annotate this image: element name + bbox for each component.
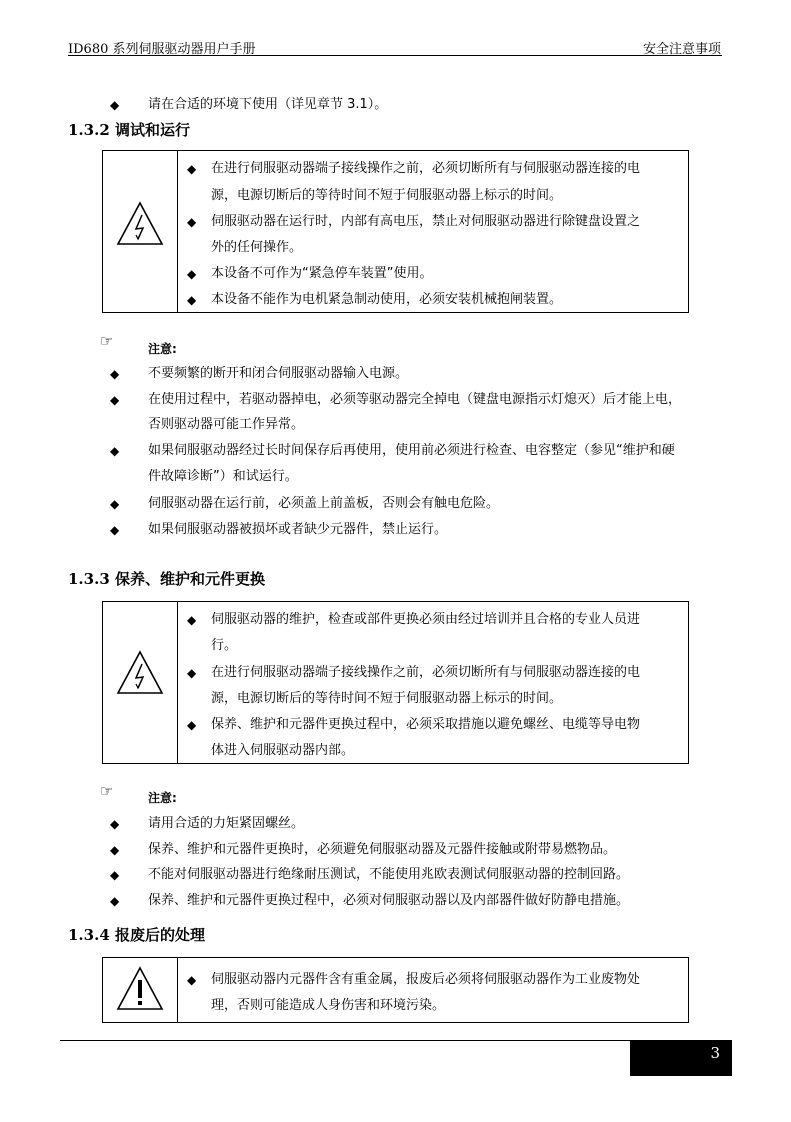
bullet-icon: ◆ bbox=[187, 162, 197, 176]
note-line: 不能对伺服驱动器进行绝缘耐压测试，不能使用兆欧表测试伺服驱动器的控制回路。 bbox=[148, 867, 630, 882]
warning-box-1-3-4 bbox=[102, 957, 689, 1023]
warning-line: 理，否则可能造成人身伤害和环境污染。 bbox=[211, 998, 446, 1013]
bullet-icon: ◆ bbox=[187, 718, 197, 732]
page-number-box bbox=[630, 1040, 732, 1076]
page-number: 3 bbox=[710, 1044, 720, 1062]
note-line: 伺服驱动器在运行前，必须盖上前盖板，否则会有触电危险。 bbox=[148, 496, 500, 511]
warning-line: 伺服驱动器的维护，检查或部件更换必须由经过培训并且合格的专业人员进 bbox=[211, 612, 641, 627]
bullet-icon: ◆ bbox=[187, 293, 197, 307]
header-section: 安全注意事项 bbox=[642, 42, 721, 57]
warning-line: 在进行伺服驱动器端子接线操作之前，必须切断所有与伺服驱动器连接的电 bbox=[211, 161, 641, 176]
bullet-icon: ◆ bbox=[110, 817, 120, 831]
note-label: 注意: bbox=[148, 342, 177, 356]
caution-exclamation-icon bbox=[115, 965, 165, 1013]
warning-line: 体进入伺服驱动器内部。 bbox=[211, 743, 355, 758]
bullet-icon: ◆ bbox=[110, 523, 120, 537]
bullet-icon: ◆ bbox=[187, 973, 197, 987]
bullet-icon: ◆ bbox=[110, 894, 120, 908]
electric-hazard-icon bbox=[115, 649, 165, 697]
bullet-icon: ◆ bbox=[110, 393, 120, 407]
section-heading-1-3-2: 1.3.2 调试和运行 bbox=[68, 121, 190, 139]
note-line: 保养、维护和元器件更换过程中，必须对伺服驱动器以及内部器件做好防静电措施。 bbox=[148, 893, 630, 908]
pointing-hand-icon: ☞ bbox=[100, 332, 114, 350]
box-divider bbox=[177, 151, 178, 312]
pointing-hand-icon: ☞ bbox=[100, 782, 114, 800]
note-line: 保养、维护和元器件更换时，必须避免伺服驱动器及元器件接触或附带易燃物品。 bbox=[148, 842, 617, 857]
note-line: 如果伺服驱动器经过长时间保存后再使用，使用前必须进行检查、电容整定（参见“维护和硬 bbox=[148, 443, 675, 458]
bullet-icon: ◆ bbox=[110, 367, 120, 381]
note-line: 否则驱动器可能工作异常。 bbox=[148, 417, 305, 432]
warning-line: 本设备不可作为“紧急停车装置”使用。 bbox=[211, 266, 433, 281]
warning-line: 伺服驱动器在运行时，内部有高电压，禁止对伺服驱动器进行除键盘设置之 bbox=[211, 214, 641, 229]
bullet-icon: ◆ bbox=[110, 444, 120, 458]
note-label: 注意: bbox=[148, 791, 177, 805]
warning-line: 外的任何操作。 bbox=[211, 240, 303, 255]
note-line: 件故障诊断”）和试运行。 bbox=[148, 469, 298, 484]
warning-line: 源，电源切断后的等待时间不短于伺服驱动器上标示的时间。 bbox=[211, 188, 563, 203]
box-divider bbox=[177, 602, 178, 763]
warning-box-1-3-3 bbox=[102, 601, 689, 764]
intro-bullet-text: 请在合适的环境下使用（详见章节 3.1）。 bbox=[148, 97, 388, 112]
warning-box-1-3-2 bbox=[102, 150, 689, 313]
warning-line: 本设备不能作为电机紧急制动使用，必须安装机械抱闸装置。 bbox=[211, 292, 563, 307]
note-line: 如果伺服驱动器被损坏或者缺少元器件，禁止运行。 bbox=[148, 522, 448, 537]
warning-line: 行。 bbox=[211, 638, 238, 653]
header-rule bbox=[68, 55, 722, 56]
warning-line: 伺服驱动器内元器件含有重金属，报废后必须将伺服驱动器作为工业废物处 bbox=[211, 972, 641, 987]
note-line: 不要频繁的断开和闭合伺服驱动器输入电源。 bbox=[148, 366, 409, 381]
warning-line: 保养、维护和元器件更换过程中，必须采取措施以避免螺丝、电缆等导电物 bbox=[211, 717, 641, 732]
header-title: ID680 系列伺服驱动器用户手册 bbox=[68, 42, 256, 57]
note-line: 请用合适的力矩紧固螺丝。 bbox=[148, 816, 305, 831]
note-line: 在使用过程中，若驱动器掉电，必须等驱动器完全掉电（键盘电源指示灯熄灭）后才能上电， bbox=[148, 392, 682, 407]
bullet-icon: ◆ bbox=[110, 868, 120, 882]
section-heading-1-3-3: 1.3.3 保养、维护和元件更换 bbox=[68, 570, 265, 588]
bullet-icon: ◆ bbox=[187, 267, 197, 281]
bullet-icon: ◆ bbox=[187, 215, 197, 229]
bullet-icon: ◆ bbox=[110, 98, 120, 112]
section-heading-1-3-4: 1.3.4 报废后的处理 bbox=[68, 926, 205, 944]
warning-line: 在进行伺服驱动器端子接线操作之前，必须切断所有与伺服驱动器连接的电 bbox=[211, 665, 641, 680]
warning-line: 源，电源切断后的等待时间不短于伺服驱动器上标示的时间。 bbox=[211, 691, 563, 706]
electric-hazard-icon bbox=[115, 200, 165, 248]
bullet-icon: ◆ bbox=[187, 613, 197, 627]
box-divider bbox=[177, 958, 178, 1022]
bullet-icon: ◆ bbox=[187, 666, 197, 680]
bullet-icon: ◆ bbox=[110, 843, 120, 857]
bullet-icon: ◆ bbox=[110, 497, 120, 511]
